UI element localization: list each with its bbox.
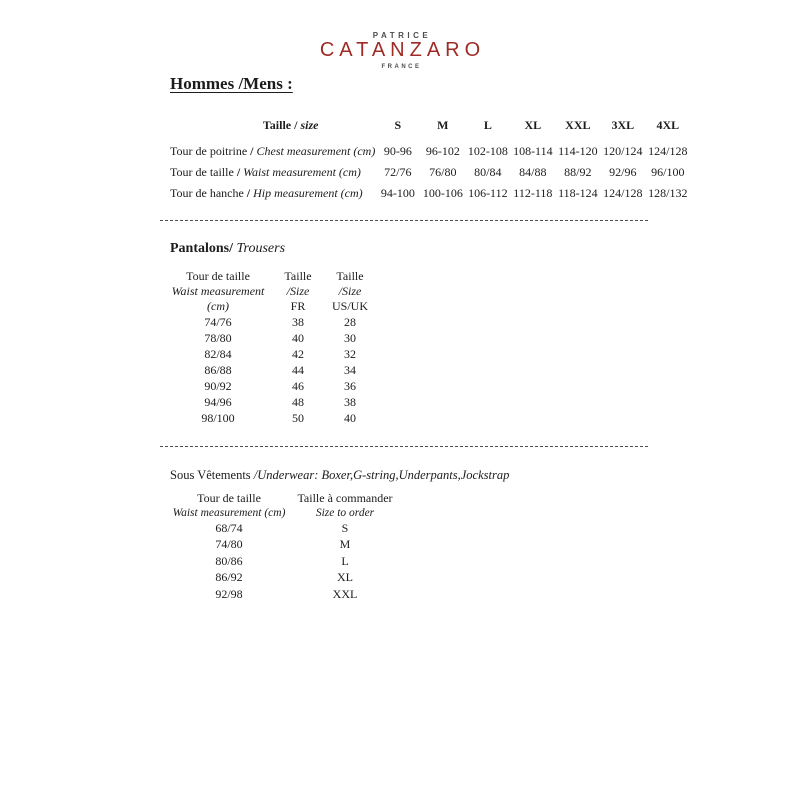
- table-row: [163, 570, 395, 587]
- table-row: [163, 553, 395, 570]
- col-header-line: Tour de taille: [186, 269, 250, 283]
- col-header-line: Tour de taille: [197, 491, 261, 505]
- table-row: [159, 330, 381, 346]
- size-value-cell: 84/88: [519, 165, 547, 179]
- trousers-title-fr: Pantalons/: [170, 241, 234, 256]
- fr-size-cell: 44: [292, 362, 304, 377]
- fr-size-cell: 48: [292, 394, 304, 409]
- col-header-line: /Size: [286, 284, 310, 298]
- size-value-cell: 96-102: [425, 144, 460, 158]
- table-row: [170, 183, 690, 204]
- usuk-size-cell: 40: [344, 410, 356, 425]
- trousers-section-title: [170, 241, 800, 257]
- underwear-title-fr: Sous Vêtements: [170, 468, 254, 482]
- col-header-line: Waist measurement (cm): [172, 507, 286, 519]
- waist-cell: 78/80: [204, 330, 232, 345]
- usuk-size-cell: 32: [344, 346, 356, 361]
- table-row: [159, 378, 381, 394]
- waist-cell: 86/88: [204, 362, 232, 377]
- row-label-en: Chest measurement (cm): [253, 144, 376, 158]
- trousers-header-row: [159, 269, 381, 314]
- page-title: Hommes /Mens :: [170, 74, 293, 93]
- table-row: [170, 162, 690, 183]
- table-row: [163, 586, 395, 603]
- size-value-cell: 114-120: [558, 144, 598, 158]
- usuk-size-cell: 38: [344, 394, 356, 409]
- brand-logo: [0, 0, 800, 70]
- row-label: [170, 162, 375, 183]
- size-value-cell: 112-118: [513, 186, 553, 200]
- size-value-cell: 128/132: [648, 186, 688, 200]
- size-value-cell: 108-114: [513, 144, 553, 158]
- size-value-cell: 124/128: [648, 144, 688, 158]
- waist-cell: 98/100: [201, 410, 235, 425]
- size-column-header: XL: [524, 118, 542, 132]
- size-value-cell: 120/124: [603, 144, 643, 158]
- waist-cell: 74/80: [215, 537, 243, 552]
- row-label-slash: /: [246, 186, 251, 200]
- mens-size-table: [170, 118, 690, 204]
- col-header-line: Taille à commander: [297, 491, 393, 505]
- logo-patrice-text: PATRICE: [372, 31, 432, 40]
- col-header-line: (cm): [207, 299, 229, 313]
- fr-size-cell: 40: [292, 330, 304, 345]
- size-value-cell: 96/100: [651, 165, 685, 179]
- size-column-header: S: [394, 118, 402, 132]
- row-label: [170, 183, 375, 204]
- row-label-en: Hip measurement (cm): [250, 186, 363, 200]
- row-label-fr: Tour de taille: [170, 165, 237, 179]
- usuk-size-cell: 28: [344, 314, 356, 329]
- size-value-cell: 90-96: [383, 144, 412, 158]
- table-row: [159, 394, 381, 410]
- usuk-size-cell: 30: [344, 330, 356, 345]
- row-label-en: Waist measurement (cm): [240, 165, 361, 179]
- size-value-cell: 92/96: [609, 165, 637, 179]
- order-size-cell: XXL: [332, 586, 358, 601]
- row-label-fr: Tour de poitrine: [170, 144, 251, 158]
- size-value-cell: 102-108: [467, 144, 508, 158]
- trousers-column-header: [319, 269, 381, 314]
- usuk-size-cell: 34: [344, 362, 356, 377]
- col-header-line: Taille: [336, 269, 364, 283]
- size-table-header-row: [170, 118, 690, 141]
- col-header-line: Waist measurement: [171, 284, 265, 298]
- table-row: [159, 346, 381, 362]
- size-value-cell: 94-100: [380, 186, 415, 200]
- row-label-slash: /: [250, 144, 254, 158]
- logo-france-text: FRANCE: [381, 64, 422, 70]
- header-label-fr: Taille /: [262, 118, 301, 132]
- dashed-separator: [160, 220, 648, 221]
- underwear-column-header: [163, 491, 295, 520]
- order-size-cell: XL: [337, 570, 353, 585]
- underwear-header-row: [163, 491, 395, 520]
- size-column-header: L: [483, 118, 492, 132]
- size-value-cell: 124/128: [603, 186, 643, 200]
- logo-catanzaro-text: CATANZARO: [319, 39, 486, 61]
- size-column-header: XXL: [565, 118, 591, 132]
- table-row: [163, 537, 395, 554]
- dashed-separator: [160, 446, 648, 447]
- table-row: [159, 410, 381, 426]
- row-label-slash: /: [236, 165, 241, 179]
- waist-cell: 82/84: [204, 346, 232, 361]
- size-value-cell: 88/92: [564, 165, 592, 179]
- table-row: [159, 314, 381, 330]
- underwear-column-header: [295, 491, 395, 520]
- size-value-cell: 106-112: [468, 186, 508, 200]
- waist-cell: 90/92: [204, 378, 232, 393]
- size-value-cell: 100-106: [422, 186, 463, 200]
- trousers-column-header: [159, 269, 277, 314]
- waist-cell: 94/96: [204, 394, 232, 409]
- size-value-cell: 118-124: [558, 186, 598, 200]
- size-value-cell: 76/80: [429, 165, 457, 179]
- size-value-cell: 80/84: [474, 165, 502, 179]
- col-header-line: Taille: [284, 269, 312, 283]
- usuk-size-cell: 36: [344, 378, 356, 393]
- waist-cell: 74/76: [204, 314, 232, 329]
- fr-size-cell: 50: [292, 410, 304, 425]
- fr-size-cell: 46: [292, 378, 304, 393]
- trousers-size-table: [159, 269, 381, 426]
- underwear-section-title: [170, 468, 800, 483]
- size-column-header: 3XL: [611, 118, 635, 132]
- trousers-title-en: Trousers: [233, 241, 286, 256]
- col-header-line: US/UK: [331, 299, 368, 313]
- size-column-header: M: [437, 118, 449, 132]
- waist-cell: 86/92: [215, 570, 243, 585]
- table-row: [159, 362, 381, 378]
- order-size-cell: M: [339, 537, 351, 552]
- header-label-en: size: [300, 118, 319, 132]
- underwear-title-en: /Underwear: Boxer,G-string,Underpants,Jockstrap: [253, 468, 510, 482]
- underwear-size-table: [163, 491, 395, 603]
- size-table-header-label: [170, 118, 375, 141]
- size-value-cell: 72/76: [384, 165, 412, 179]
- col-header-line: /Size: [338, 284, 362, 298]
- row-label-fr: Tour de hanche: [170, 186, 247, 200]
- waist-cell: 80/86: [215, 553, 243, 568]
- fr-size-cell: 38: [292, 314, 304, 329]
- order-size-cell: L: [341, 553, 349, 568]
- waist-cell: 68/74: [215, 520, 243, 535]
- fr-size-cell: 42: [292, 346, 304, 361]
- col-header-line: Size to order: [315, 507, 375, 519]
- waist-cell: 92/98: [215, 586, 243, 601]
- trousers-column-header: [277, 269, 319, 314]
- size-column-header: 4XL: [656, 118, 680, 132]
- col-header-line: FR: [290, 299, 306, 313]
- order-size-cell: S: [341, 520, 349, 535]
- table-row: [170, 141, 690, 162]
- row-label: [170, 141, 375, 162]
- table-row: [163, 520, 395, 537]
